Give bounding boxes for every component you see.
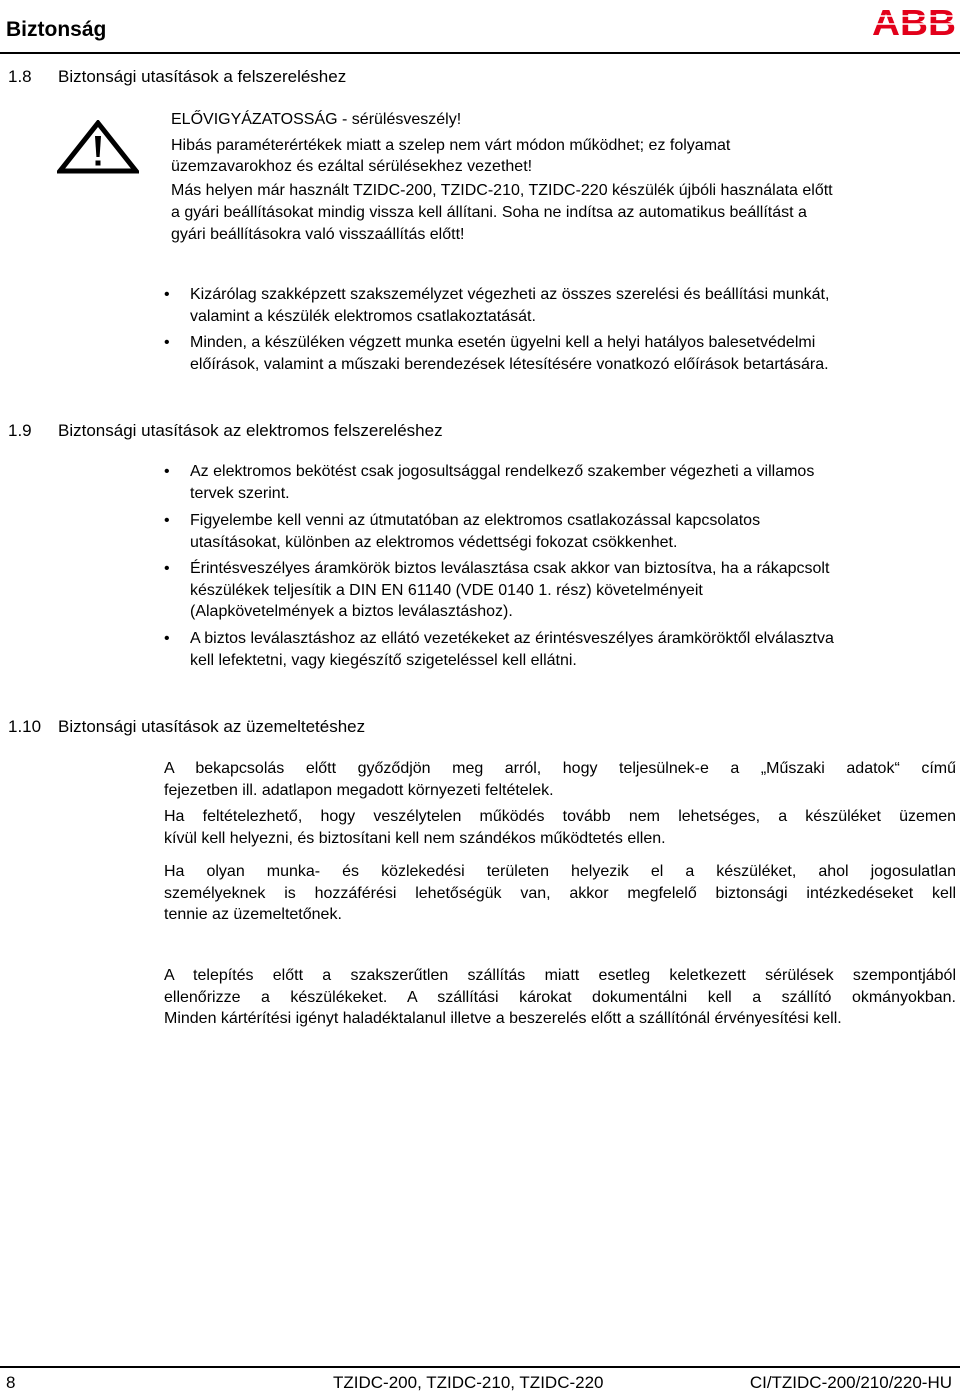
caution-line: Más helyen már használt TZIDC-200, TZIDC-210, TZIDC-220 készülék újbóli használata előtt	[171, 182, 833, 199]
footer-doc-id: CI/TZIDC-200/210/220-HU	[749, 1373, 952, 1392]
bullet-icon: •	[164, 463, 170, 480]
page-number: 8	[6, 1373, 16, 1392]
section-number: 1.8	[8, 67, 32, 86]
section-title: Biztonsági utasítások az elektromos felszereléshez	[58, 421, 443, 440]
bullet-icon: •	[164, 512, 170, 529]
caution-heading: ELŐVIGYÁZATOSSÁG - sérülésveszély!	[171, 111, 462, 128]
warning-triangle-icon	[57, 120, 139, 179]
list-item: Minden, a készüléken végzett munka esetén ügyelni kell a helyi hatályos balesetvédelmi előírások, valamint a műszaki berendezések létesítésére vonatkozó előírások betartására.	[190, 334, 829, 373]
paragraph: A telepítés előtt a szakszerűtlen szállítás miatt esetleg keletkezett sérülések szempontjából ellenőrizze a készülékeket. A szállítási károkat dokumentálni kell a szállító okmányokban. Minden kártérítési igényt haladéktalanul illetve a beszerelés előtt a szállítónál érvényesítési kell.	[164, 967, 956, 1027]
bullet-icon: •	[164, 334, 170, 351]
list-item: Az elektromos bekötést csak jogosultsággal rendelkező szakember végezheti a villamos tervek szerint.	[190, 463, 815, 502]
list-item: Figyelembe kell venni az útmutatóban az elektromos csatlakozással kapcsolatos utasításokat, különben az elektromos védettségi fokozat csökkenhet.	[190, 512, 761, 551]
page-header-title: Biztonság	[6, 18, 107, 41]
header-divider	[0, 52, 960, 54]
footer-divider	[0, 1366, 960, 1368]
paragraph: Ha feltételezhető, hogy veszélytelen működés tovább nem lehetséges, a készüléket üzemen kívül kell helyezni, és biztosítani kell nem szándékos működtetés ellen.	[164, 808, 956, 847]
section-title: Biztonsági utasítások az üzemeltetéshez	[58, 717, 366, 736]
caution-line: a gyári beállításokat mindig vissza kell állítani. Soha ne indítsa az automatikus beállítást a	[171, 204, 807, 221]
list-item: Kizárólag szakképzett szakszemélyzet végezheti az összes szerelési és beállítási munkát, valamint a készülék elektromos csatlakoztatását.	[190, 286, 830, 325]
bullet-icon: •	[164, 286, 170, 303]
caution-line: Hibás paraméterértékek miatt a szelep nem várt módon működhet; ez folyamat	[171, 137, 731, 154]
list-item: A biztos leválasztáshoz az ellátó vezetékeket az érintésveszélyes áramköröktől elválasztva kell lefektetni, vagy kiegészítő szigeteléssel kell ellátni.	[190, 630, 834, 669]
section-number: 1.9	[8, 421, 32, 440]
section-title: Biztonsági utasítások a felszereléshez	[58, 67, 347, 86]
bullet-icon: •	[164, 630, 170, 647]
section-number: 1.10	[8, 717, 42, 736]
svg-text:ABB: ABB	[872, 6, 956, 38]
abb-logo	[872, 6, 956, 43]
caution-line: üzemzavarokhoz és ezáltal sérülésekhez vezethet!	[171, 158, 533, 175]
caution-line: gyári beállításokra való visszaállítás előtt!	[171, 226, 465, 243]
bullet-icon: •	[164, 560, 170, 577]
paragraph: Ha olyan munka- és közlekedési területen helyezik el a készüléket, ahol jogosulatlan személyeknek is hozzáférési lehetőségük van, akkor megfelelő biztonsági intézkedéseket kell tennie az üzemeltetőnek.	[164, 863, 956, 923]
list-item: Érintésveszélyes áramkörök biztos leválasztása csak akkor van biztosítva, ha a rákapcsolt készülékek teljesítik a DIN EN 61140 (VDE 0140 1. rész) követelményeit (Alapkövetelmények a biztos leválasztáshoz).	[190, 560, 830, 620]
footer-product: TZIDC-200, TZIDC-210, TZIDC-220	[333, 1373, 604, 1392]
paragraph: A bekapcsolás előtt győződjön meg arról, hogy teljesülnek-e a „Műszaki adatok“ című fejezetben ill. adatlapon megadott környezeti feltételek.	[164, 760, 956, 799]
